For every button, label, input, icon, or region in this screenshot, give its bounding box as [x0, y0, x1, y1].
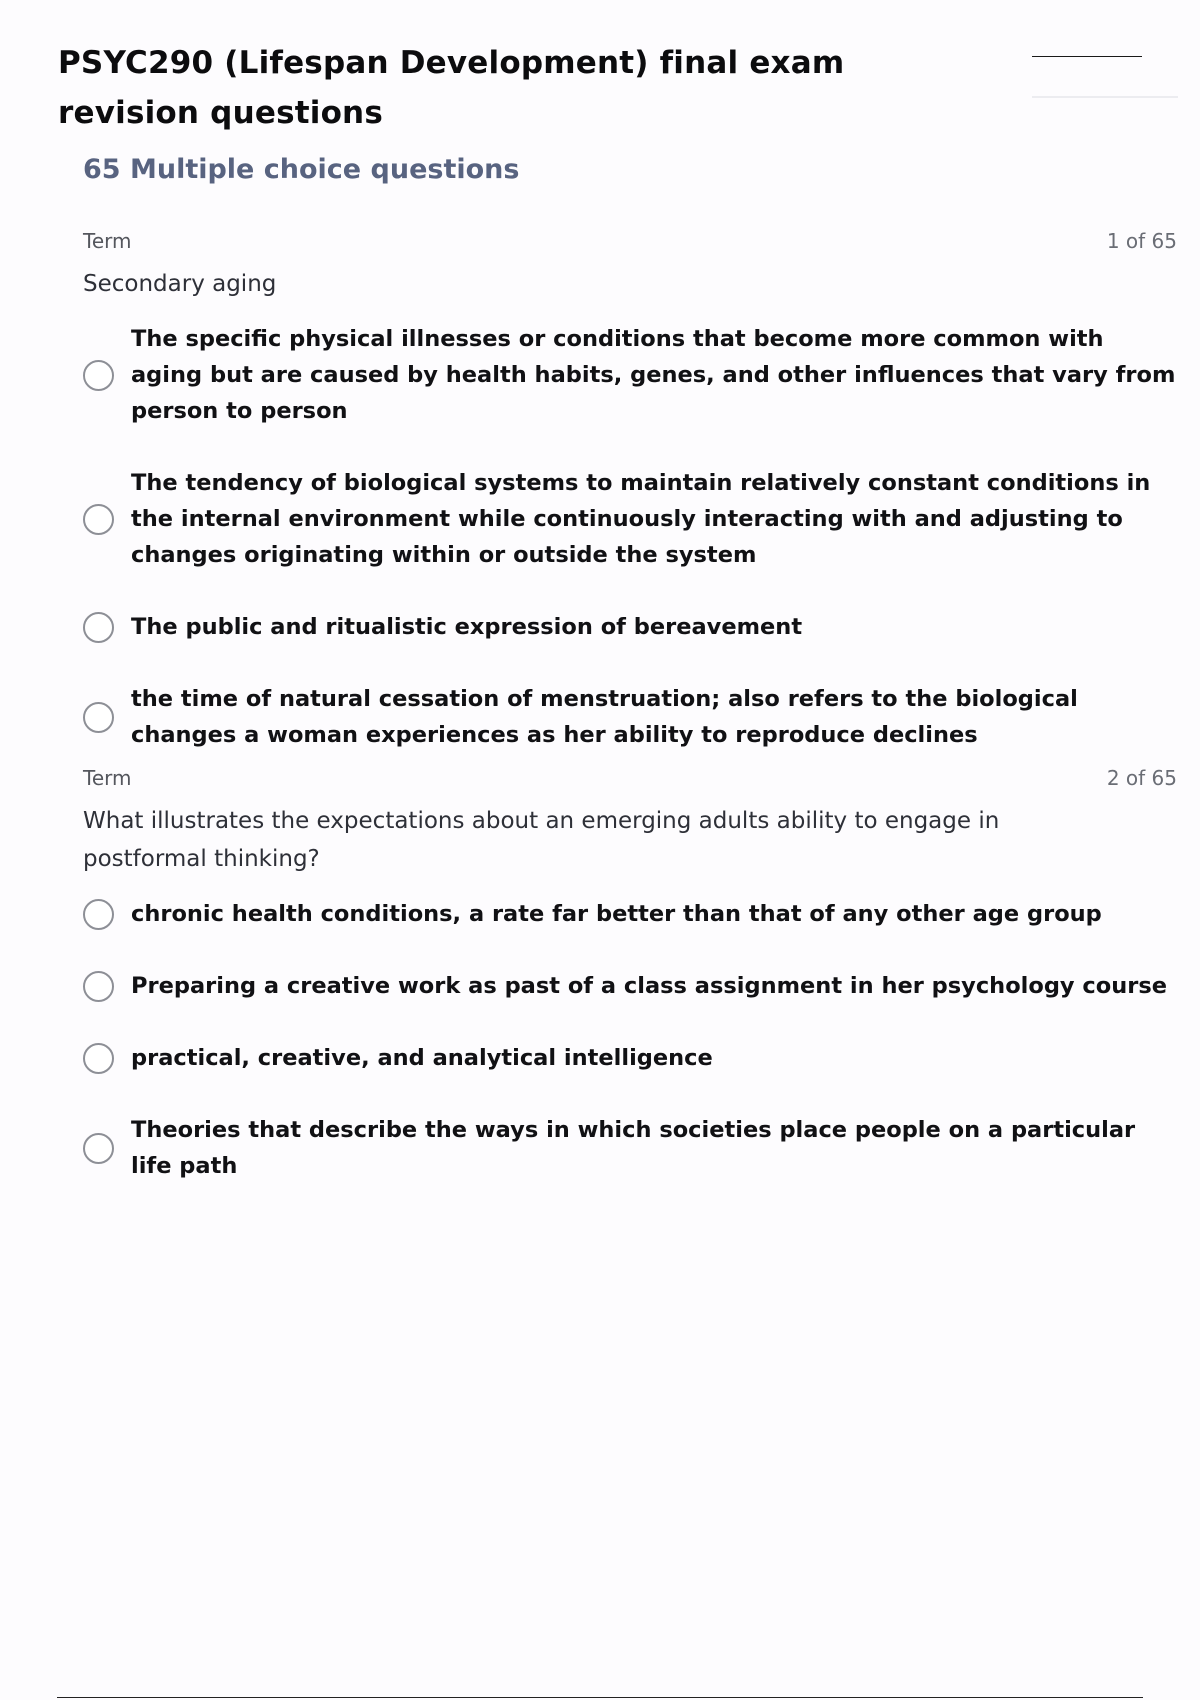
answer-option[interactable] [83, 609, 1177, 645]
title-divider-faint [1032, 96, 1178, 98]
answer-option-text: The specific physical illnesses or conditions that become more common with aging but are caused by health habits, genes, and other influences that vary from person to person [131, 326, 1176, 424]
question-header [83, 226, 1177, 256]
answer-option-text: The tendency of biological systems to maintain relatively constant conditions in the internal environment while continuously interacting with and adjusting to changes originating within or outside the system [131, 470, 1151, 568]
answer-option[interactable] [83, 681, 1177, 753]
radio-button[interactable] [83, 899, 114, 930]
answer-option-text: the time of natural cessation of menstruation; also refers to the biological changes a woman experiences as her ability to reproduce declines [131, 686, 1078, 748]
question-counter: 1 of 65 [1106, 229, 1177, 253]
answer-options [83, 896, 1177, 1184]
title-divider [1032, 56, 1142, 57]
answer-option-text: The public and ritualistic expression of bereavement [131, 614, 803, 640]
question-card [83, 763, 1177, 1220]
term-text: What illustrates the expectations about an emerging adults ability to engage in postformal thinking? [83, 808, 1000, 872]
page-bottom-divider [57, 1697, 1143, 1698]
answer-option[interactable] [83, 321, 1177, 429]
question-counter: 2 of 65 [1106, 766, 1177, 790]
answer-option[interactable] [83, 896, 1177, 932]
answer-option-text: practical, creative, and analytical intelligence [131, 1045, 713, 1071]
answer-option-text: Preparing a creative work as past of a class assignment in her psychology course [131, 973, 1167, 999]
answer-option[interactable] [83, 1112, 1177, 1184]
question-card [83, 226, 1177, 789]
radio-button[interactable] [83, 1043, 114, 1074]
answer-option[interactable] [83, 968, 1177, 1004]
radio-button[interactable] [83, 504, 114, 535]
radio-button[interactable] [83, 1133, 114, 1164]
answer-option[interactable] [83, 1040, 1177, 1076]
radio-button[interactable] [83, 360, 114, 391]
answer-option-text: Theories that describe the ways in which societies place people on a particular life path [131, 1117, 1136, 1179]
term-label: Term [83, 229, 132, 253]
answer-option-text: chronic health conditions, a rate far better than that of any other age group [131, 901, 1102, 927]
radio-button[interactable] [83, 971, 114, 1002]
question-header [83, 763, 1177, 793]
answer-option[interactable] [83, 465, 1177, 573]
radio-button[interactable] [83, 612, 114, 643]
answer-options [83, 321, 1177, 753]
document-title: PSYC290 (Lifespan Development) final exam revision questions [58, 45, 845, 131]
radio-button[interactable] [83, 702, 114, 733]
term-text: Secondary aging [83, 271, 277, 297]
section-subtitle: 65 Multiple choice questions [83, 154, 520, 185]
term-label: Term [83, 766, 132, 790]
